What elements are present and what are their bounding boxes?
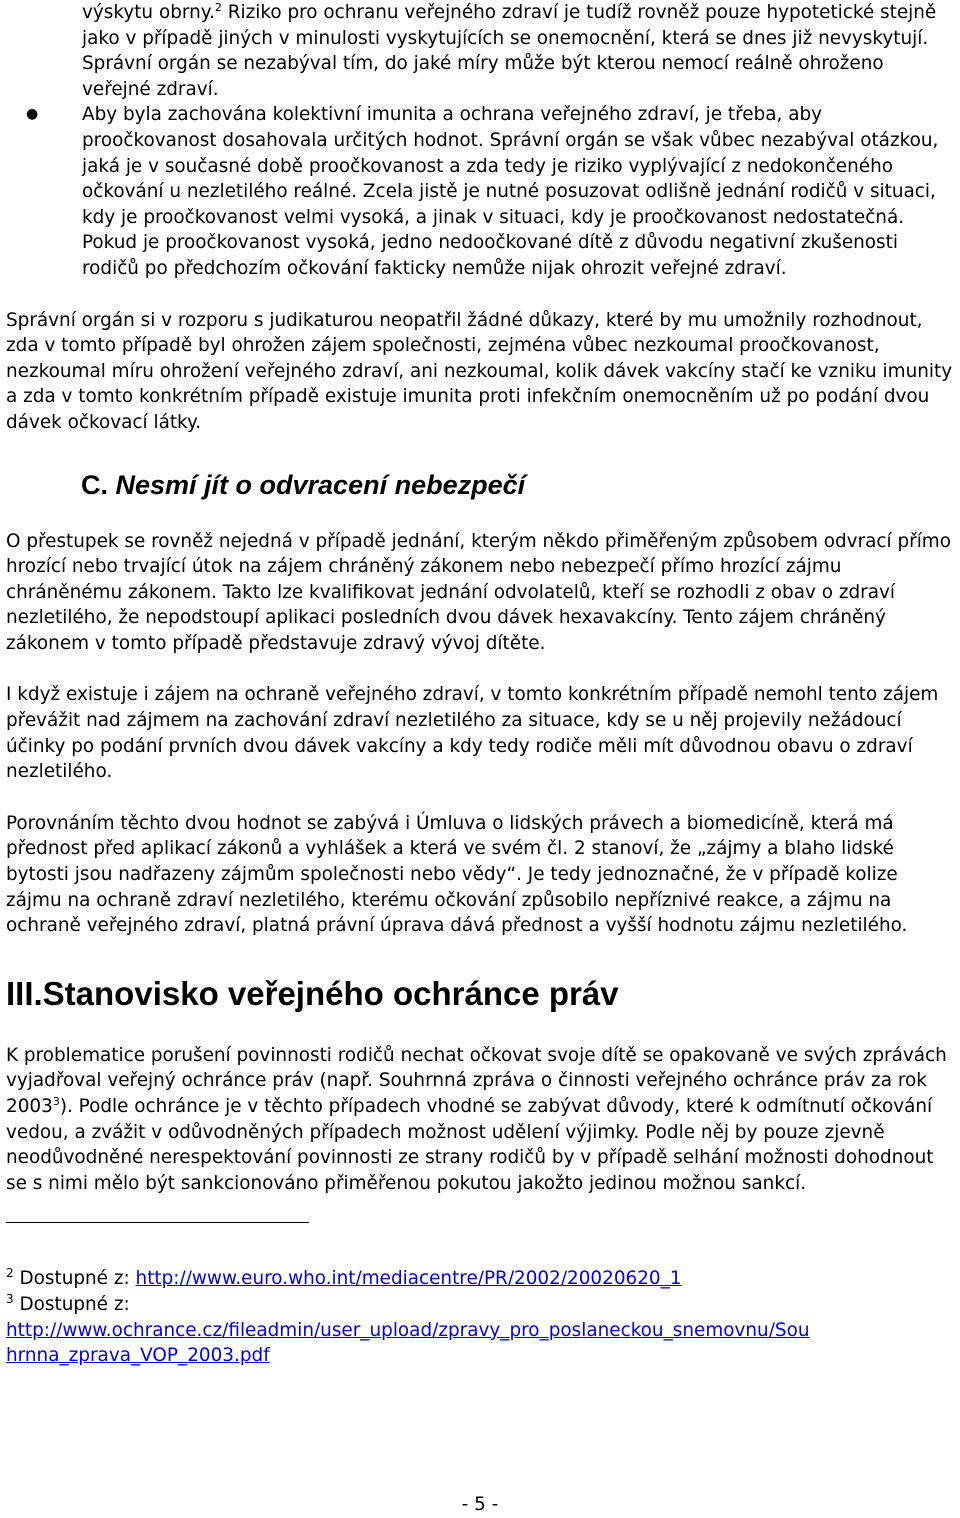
bullet-dot-icon: ● (26, 106, 39, 123)
bullet-continuation (82, 0, 956, 102)
footnote-divider (6, 1222, 309, 1223)
ombudsman-text-end: ). Podle ochránce je v těchto případech vhodné se zabývat důvody, které k odmítnutí očkování vedou, a zvážit v odůvodněných případech možnost udělení výjimky. Podle něj by pouze zjevně neodůvodněné nerespektování povinnosti ze strany rodičů by v případě selhání možnosti dohodnout se s nimi mělo být sankcionováno přiměřenou pokutou jakožto jedinou možnou sankcí. (6, 1096, 934, 1194)
bullet-text: Aby byla zachována kolektivní imunita a ochrana veřejného zdraví, je třeba, aby proočkovanost dosahovala určitých hodnot. Správní orgán se však vůbec nezabýval otázkou, jaká je v současné době proočkovanost a zda tedy je riziko vyplývající z nedokončeného očkování u nezletilého reálné. Zcela jistě je nutné posuzovat odlišně jednání rodičů v situaci, kdy je proočkovanost velmi vysoká, a jinak v situaci, kdy je proočkovanost nedostatečná. Pokud je proočkovanost vysoká, jedno nedoočkované dítě z důvodu negativní zkušenosti rodičů po předchozím očkování fakticky nemůže nijak ohrozit veřejné zdraví. (82, 104, 939, 279)
section-c-letter: C. (81, 469, 108, 500)
section-iii-heading: III.Stanovisko veřejného ochránce práv (6, 974, 619, 1012)
footnote-3-number: 3 (6, 1291, 14, 1306)
document-page (6, 0, 956, 1369)
footnotes (6, 1266, 956, 1368)
page-number: - 5 - (461, 1494, 499, 1515)
paragraph-evidence: Správní orgán si v rozporu s judikaturou neopatřil žádné důkazy, které by mu umožnily rozhodnout, zda v tomto případě byl ohrožen zájem společnosti, zejména vůbec nezkoumal proočkovanost, nezkoumal míru ohrožení veřejného zdraví, ani nezkoumal, kolik dávek vakcíny stačí ke vzniku imunity a zda v tomto konkrétním případě existuje imunita proti infekčním onemocněním už po podání dvou dávek očkovací látky. (6, 309, 953, 433)
footnote-2 (6, 1266, 956, 1292)
continuation-prefix: výskytu obrny. (82, 2, 215, 23)
bullet-item (26, 102, 956, 281)
footnote-3-label: Dostupné z: (13, 1293, 130, 1315)
ombudsman-text-start: K problematice porušení povinnosti rodičů nechat očkovat svoje dítě se opakovaně ve svých zprávách vyjadřoval veřejný ochránce práv (např. Souhrnná zpráva o činnosti veřejného ochránce práv za rok 2003 (6, 1044, 947, 1117)
paragraph-ombudsman (6, 1043, 956, 1197)
footnote-3 (6, 1292, 956, 1318)
continuation-text: Riziko pro ochranu veřejného zdraví je tudíž rovněž pouze hypotetické stejně jako v případě jiných v minulosti vyskytujících se onemocnění, která se dnes již nevyskytují. Správní orgán se nezabýval tím, do jaké míry může být kterou nemocí reálně ohroženo veřejné zdraví. (82, 2, 937, 100)
footnote-2-link[interactable]: http://www.euro.who.int/mediacentre/PR/2002/20020620_1 (135, 1268, 682, 1290)
section-c-title: Nesmí jít o odvracení nebezpečí (108, 469, 526, 500)
footnote-ref-3[interactable]: 3 (52, 1094, 60, 1108)
footnote-ref-2[interactable]: 2 (214, 0, 222, 14)
footnote-2-label: Dostupné z: (13, 1268, 136, 1290)
footnote-3-link-block-2 (6, 1343, 956, 1369)
paragraph-convention: Porovnáním těchto dvou hodnot se zabývá i Úmluva o lidských právech a biomedicíně, která má přednost před aplikací zákonů a vyhlášek a která ve svém čl. 2 stanoví, že „zájmy a blaho lidské bytosti jsou nadřazeny zájmům společnosti nebo vědy“. Je tedy jednoznačné, že v případě kolize zájmu na ochraně zdraví nezletilého, kterému očkování způsobilo nepříznivé reakce, a zájmu na ochraně veřejného zdraví, platná právní úprava dává přednost a vyšší hodnotu zájmu nezletilého. (6, 812, 908, 937)
footnote-2-number: 2 (6, 1266, 14, 1281)
section-c-heading (81, 469, 956, 501)
footnote-3-link-block (6, 1318, 956, 1344)
paragraph-public-health: I když existuje i zájem na ochraně veřejného zdraví, v tomto konkrétním případě nemohl tento zájem převážit nad zájmem na zachování zdraví nezletilého za situace, kdy se u něj projevily nežádoucí účinky po podání prvních dvou dávek vakcíny a kdy tedy rodiče měli mít důvodnou obavu o zdraví nezletilého. (6, 684, 939, 783)
footnote-3-link-line1[interactable]: http://www.ochrance.cz/fileadmin/user_upload/zpravy_pro_poslaneckou_snemovnu/Sou (6, 1319, 810, 1341)
bullet-list (6, 0, 956, 282)
footnote-3-link-line2[interactable]: hrnna_zprava_VOP_2003.pdf (6, 1345, 270, 1367)
paragraph-offense: O přestupek se rovněž nejedná v případě jednání, kterým někdo přiměřeným způsobem odvrací přímo hrozící nebo trvající útok na zájem chráněný zákonem nebo nebezpečí přímo hrozící zájmu chráněnému zákonem. Takto lze kvalifikovat jednání odvolatelů, kteří se rozhodli z obav o zdraví nezletilého, že nepodstoupí aplikaci posledních dvou dávek hexavakcíny. Tento zájem chráněný zákonem v tomto případě představuje zdravý vývoj dítěte. (6, 530, 951, 654)
